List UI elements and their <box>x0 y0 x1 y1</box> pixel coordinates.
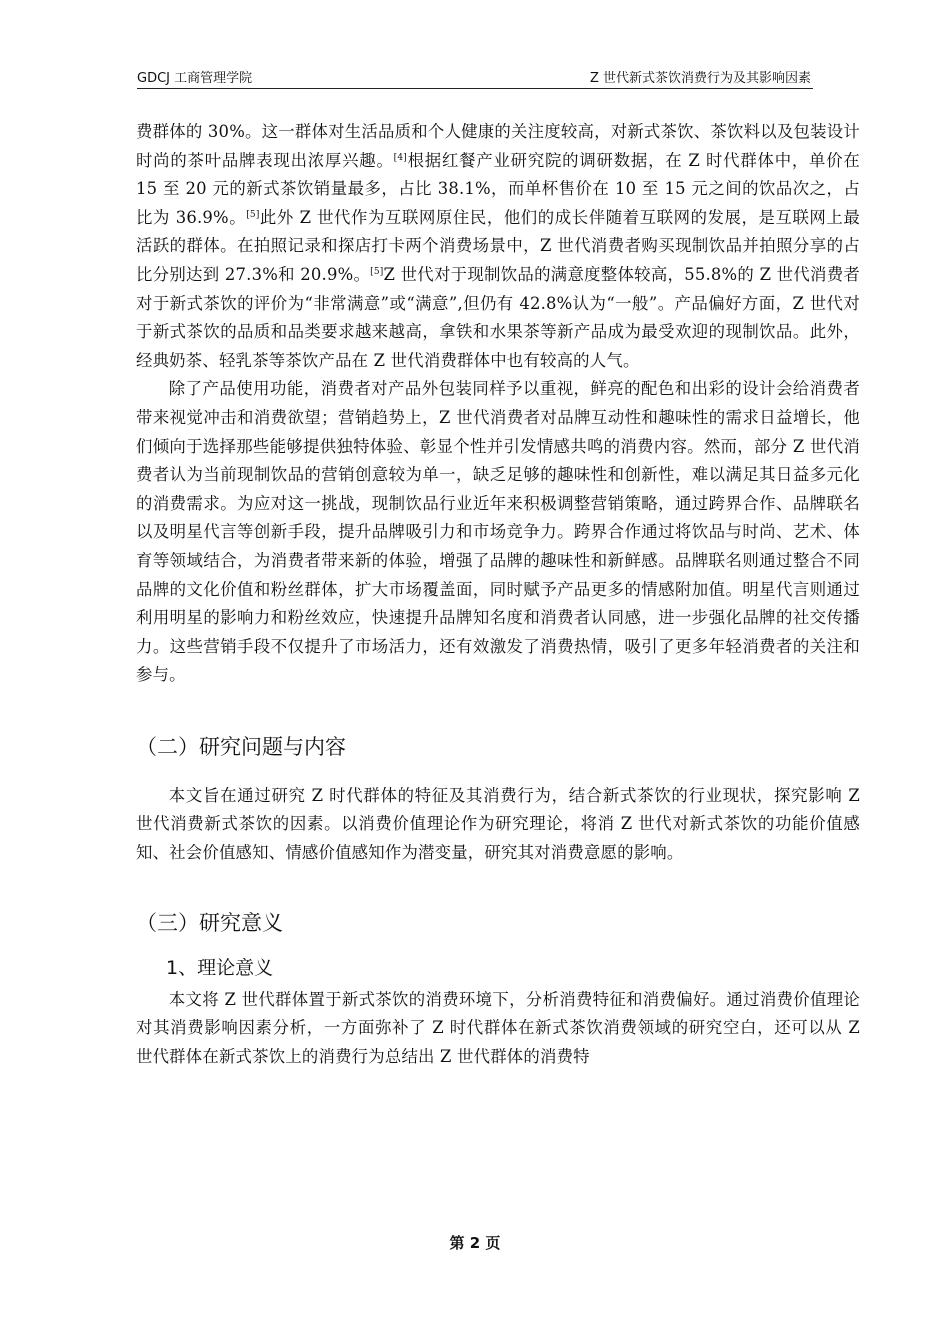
page-body <box>136 118 860 1071</box>
paragraph-theory: 本文将 Z 世代群体置于新式茶饮的消费环境下，分析消费特征和消费偏好。通过消费价值理论对其消费影响因素分析，一方面弥补了 Z 时代群体在新式茶饮消费领域的研究空白，还可以从 Z 世代群体在新式茶饮上的消费行为总结出 Z 世代群体的消费特 <box>136 989 860 1066</box>
paragraph-text: 根据红餐产业研究院的调研数据，在 Z 时代群体中，单价在 15 至 20 元的新式茶饮销量最多，占比 38.1%，而单杯售价在 10 至 15 元之间的饮品次之，占比为 36.9%。 <box>136 150 860 227</box>
paragraph-text: 此外 Z 世代作为互联网原住民，他们的成长伴随着互联网的发展，是互联网上最活跃的群体。在拍照记录和探店打卡两个消费场景中，Z 世代消费者购买现制饮品并拍照分享的占比分别达到 27.3%和 20.9%。 <box>136 207 860 284</box>
citation-5: [5] <box>370 266 384 277</box>
section-heading-research-questions: （二）研究问题与内容 <box>136 734 346 759</box>
section-heading-significance: （三）研究意义 <box>136 910 283 935</box>
paragraph-text: Z 世代对于现制饮品的满意度整体较高，55.8%的 Z 世代消费者对于新式茶饮的评价为“非常满意”或“满意”,但仍有 42.8%认为“一般”。产品偏好方面，Z 世代对于新式茶饮的品质和品类要求越来越高，拿铁和水果茶等新产品成为最受欢迎的现制饮品。此外，经典奶茶、轻乳茶等茶饮产品在 Z 世代消费群体中也有较高的人气。 <box>136 264 861 370</box>
header-school: GDCJ 工商管理学院 <box>137 71 253 86</box>
page-number: 第 2 页 <box>449 1234 501 1252</box>
header-title: Z 世代新式茶饮消费行为及其影响因素 <box>589 71 811 86</box>
page-header <box>137 66 813 89</box>
paragraph-research-content: 本文旨在通过研究 Z 时代群体的特征及其消费行为，结合新式茶饮的行业现状，探究影响 Z 世代消费新式茶饮的因素。以消费价值理论作为研究理论，将消 Z 世代对新式茶饮的功能价值感知、社会价值感知、情感价值感知作为潜变量，研究其对消费意愿的影响。 <box>136 785 860 863</box>
paragraph-marketing: 除了产品使用功能，消费者对产品外包装同样予以重视，鲜亮的配色和出彩的设计会给消费者带来视觉冲击和消费欲望；营销趋势上，Z 世代消费者对品牌互动性和趣味性的需求日益增长，他们倾向于选择那些能够提供独特体验、彰显个性并引发情感共鸣的消费内容。然而，部分 Z 世代消费者认为当前现制饮品的营销创意较为单一，缺乏足够的趣味性和创新性，难以满足其日益多元化的消费需求。为应对这一挑战，现制饮品行业近年来积极调整营销策略，通过跨界合作、品牌联名以及明星代言等创新手段，提升品牌吸引力和市场竞争力。跨界合作通过将饮品与时尚、艺术、体育等领域结合，为消费者带来新的体验，增强了品牌的趣味性和新鲜感。品牌联名则通过整合不同品牌的文化价值和粉丝群体，扩大市场覆盖面，同时赋予产品更多的情感附加值。明星代言则通过利用明星的影响力和粉丝效应，快速提升品牌知名度和消费者认同感，进一步强化品牌的社交传播力。这些营销手段不仅提升了市场活力，还有效激发了消费热情，吸引了更多年轻消费者的关注和参与。 <box>136 379 860 685</box>
paragraph-text: 费群体的 30%。这一群体对生活品质和个人健康的关注度较高，对新式茶饮、茶饮料以及包装设计时尚的茶叶品牌表现出浓厚兴趣。 <box>136 122 860 170</box>
subsection-heading-theory: 1、理论意义 <box>166 956 274 979</box>
citation-5: [5] <box>246 209 260 220</box>
citation-4: [4] <box>393 152 408 163</box>
paragraph-continued <box>136 118 860 375</box>
